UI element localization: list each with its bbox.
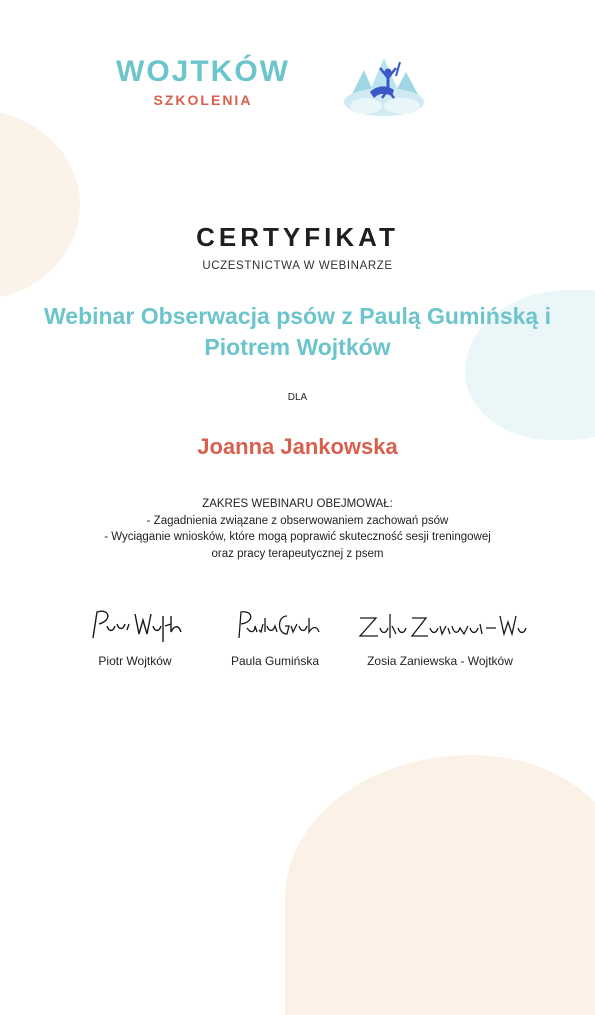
recipient-name: Joanna Jankowska [197, 434, 398, 459]
decorative-blob-bottom [285, 755, 595, 1015]
scope-heading: ZAKRES WEBINARU OBEJMOWAŁ: [202, 498, 393, 510]
signatory-name: Zosia Zaniewska - Wojtków [367, 654, 513, 668]
handwritten-signature-icon [85, 604, 185, 648]
signatory-name: Paula Gumińska [230, 654, 320, 668]
partner-badge-icon [336, 40, 432, 124]
scope-line: oraz pracy terapeutycznej z psem [211, 547, 384, 560]
brand-tagline: SZKOLENIA [153, 92, 253, 108]
signatory-name: Piotr Wojtków [98, 654, 172, 668]
webinar-title: Webinar Obserwacja psów z Paulą Gumińską i Piotrem Wojtków [43, 303, 552, 360]
brand-name: WOJTKÓW [116, 55, 290, 88]
for-label: DLA [287, 392, 308, 403]
scope-line: - Wyciąganie wniosków, które mogą poprawić skuteczność sesji treningowej [104, 531, 491, 543]
brand-logo [105, 56, 301, 110]
signature-block-zosia [345, 604, 535, 668]
certificate-subtitle: UCZESTNICTWA W WEBINARZE [202, 260, 393, 272]
signature-block-piotr [70, 604, 200, 668]
handwritten-signature-icon [225, 604, 325, 648]
scope-line: - Zagadnienia związane z obserwowaniem zachowań psów [146, 514, 449, 527]
certificate-title: CERTYFIKAT [196, 222, 399, 252]
handwritten-signature-icon [350, 604, 530, 648]
webinar-scope [0, 496, 595, 562]
signature-block-paula [210, 604, 340, 668]
